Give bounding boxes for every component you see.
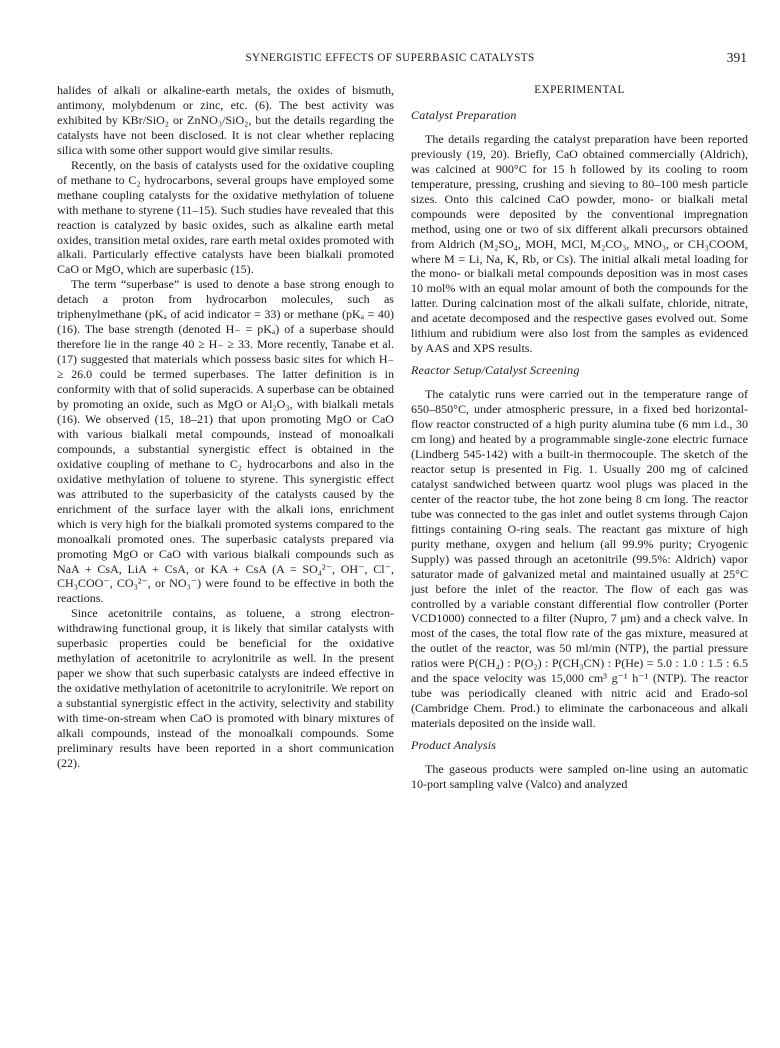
paragraph-intro-continuation: halides of alkali or alkaline-earth metals, the oxides of bismuth, antimony, molybdenum or zinc, etc. (6). The best activity was exhibited by KBr/SiO₂ or ZnNO₃/SiO₂, but the details regarding the catalysts have not been disclosed. It is not clear whether replacing silica with some other support would give similar results.	[57, 83, 394, 157]
subheading-reactor-setup: Reactor Setup/Catalyst Screening	[411, 363, 580, 378]
running-header	[0, 52, 780, 68]
right-column	[411, 83, 748, 792]
paragraph-product-analysis: The gaseous products were sampled on-line using an automatic 10-port sampling valve (Valco) and analyzed	[411, 762, 748, 791]
subheading-product-analysis: Product Analysis	[411, 738, 497, 753]
paragraph-acetonitrile: Since acetonitrile contains, as toluene, a strong electron-withdrawing functional group, it is likely that similar catalysts with superbasic properties could be beneficial for the oxidative methylation of acetonitrile to acrylonitrile as well. In the present paper we show that such superbasic catalysts are indeed effective in the oxidative methylation of acetonitrile to acrylonitrile. We report on a substantial synergistic effect in the activity, selectivity and stability with time-on-stream when CaO is promoted with binary mixtures of alkali compounds, instead of the monoalkali compounds. Some preliminary results have been reported in a short communication (22).	[57, 606, 394, 770]
paragraph-methane-coupling: Recently, on the basis of catalysts used for the oxidative coupling of methane to C₂ hydrocarbons, several groups have employed some methane coupling catalysts for the oxidative methylation of toluene with methane to styrene (11–15). Such studies have revealed that this reaction is catalyzed by basic oxides, such as alkaline earth metal oxides, transition metal oxides, rare earth metal oxides promoted with alkali. Particularly effective catalysts have been bialkali promoted CaO or MgO, which are superbasic (15).	[57, 157, 394, 277]
paragraph-superbase-definition: The term “superbase” is used to denote a base strong enough to detach a proton from hydrocarbon molecules, such as triphenylmethane (pKₐ of acid indicator = 33) or methane (pKₐ = 40) (16). The base strength (denoted H₋ = pKₐ) of a superbase should therefore lie in the range 40 ≥ H₋ ≥ 33. More recently, Tanabe et al. (17) suggested that materials which possess basic sites for which H₋ ≥ 26.0 could be termed superbases. The latter definition is in conformity with that of solid superacids. A superbase can be obtained by promoting an oxide, such as MgO or Al₂O₃, with bialkali metals (16). We observed (15, 18–21) that upon promoting MgO or CaO with various bialkali metal compounds, instead of monoalkali compounds, a substantial synergistic effect is obtained in the oxidative coupling of methane to C₂ hydrocarbons and also in the oxidative methylation of toluene to styrene. This synergistic effect was attributed to the superbasicity of the catalysts caused by the enrichment of the surface layer with the alkali ions, enrichment which is very high for the bialkali promoted systems compared to the monoalkali promoted ones. The superbasic catalysts prepared via promoting MgO or CaO with various bialkali compounds such as NaA + CsA, LiA + CsA, or KA + CsA (A = SO₄²⁻, OH⁻, Cl⁻, CH₃COO⁻, CO₃²⁻, or NO₃⁻) were found to be effective in both the reactions.	[57, 277, 394, 606]
running-title: SYNERGISTIC EFFECTS OF SUPERBASIC CATALYSTS	[245, 52, 535, 64]
section-heading-experimental: EXPERIMENTAL	[534, 84, 625, 96]
paragraph-catalyst-preparation: The details regarding the catalyst preparation have been reported previously (19, 20). Briefly, CaO obtained commercially (Aldrich), was calcined at 900°C for 15 h followed by its cooling to room temperature, pressing, crushing and sieving to 80–100 mesh particle sizes. Onto this calcined CaO powder, mono- or bialkali metal compounds were deposited by the conventional impregnation method, using one or two of six different alkali precursors obtained from Aldrich (M₂SO₄, MOH, MCl, M₂CO₃, MNO₃, or CH₃COOM, where M = Li, Na, K, Rb, or Cs). The initial alkali metal loading for the mono- or bialkali metal compounds deposition was in most cases 10 mol% with an equal molar amount of both the compounds for the latter. During calcination most of the alkali sulfate, chloride, nitrate, and acetate decomposed and the respective gases evolved out. Some lithium and rubidium were also lost from the samples as evidenced by AAS and XPS results.	[411, 131, 748, 356]
subheading-catalyst-preparation: Catalyst Preparation	[411, 107, 517, 122]
left-column	[57, 83, 394, 771]
paragraph-reactor-setup: The catalytic runs were carried out in the temperature range of 650–850°C, under atmospheric pressure, in a fixed bed horizontal-flow reactor constructed of a high purity alumina tube (6 mm i.d., 30 cm long) and heated by a programmable single-zone electric furnace (Lindberg 545-142) with a built-in thermocouple. The sketch of the reactor setup is presented in Fig. 1. Usually 200 mg of calcined catalyst sandwiched between quartz wool plugs was placed in the center of the reactor tube, the hot zone being 8 cm long. The reactor tube was connected to the gas inlet and outlet systems through Cajon fittings containing O-ring seals. The reactant gas mixture of high purity methane, oxygen and helium (all 99.9% purity; Cryogenic Supply) was passed through an acetonitrile (99.5%: Aldrich) vapor saturator made of galvanized metal and maintained usually at 25°C just before the inlet of the reactor. The flow of each gas was controlled by a variable constant differential flow controller (Porter VCD1000) connected to a filter (Nupro, 7 μm) and a check valve. In most of the cases, the total flow rate of the gas mixture, measured at the outlet of the reactor, was 50 ml/min (NTP), the partial pressure ratios were P(CH₄) : P(O₂) : P(CH₃CN) : P(He) = 5.0 : 1.0 : 1.5 : 6.5 and the space velocity was 15,000 cm³ g⁻¹ h⁻¹ (NTP). The reactor tube was periodically cleaned with nitric acid and Erado-sol (Cambridge Chem. Prod.) to eliminate the carbonaceous and alkali materials deposited on the inside wall.	[411, 387, 748, 731]
page-number: 391	[726, 50, 747, 65]
